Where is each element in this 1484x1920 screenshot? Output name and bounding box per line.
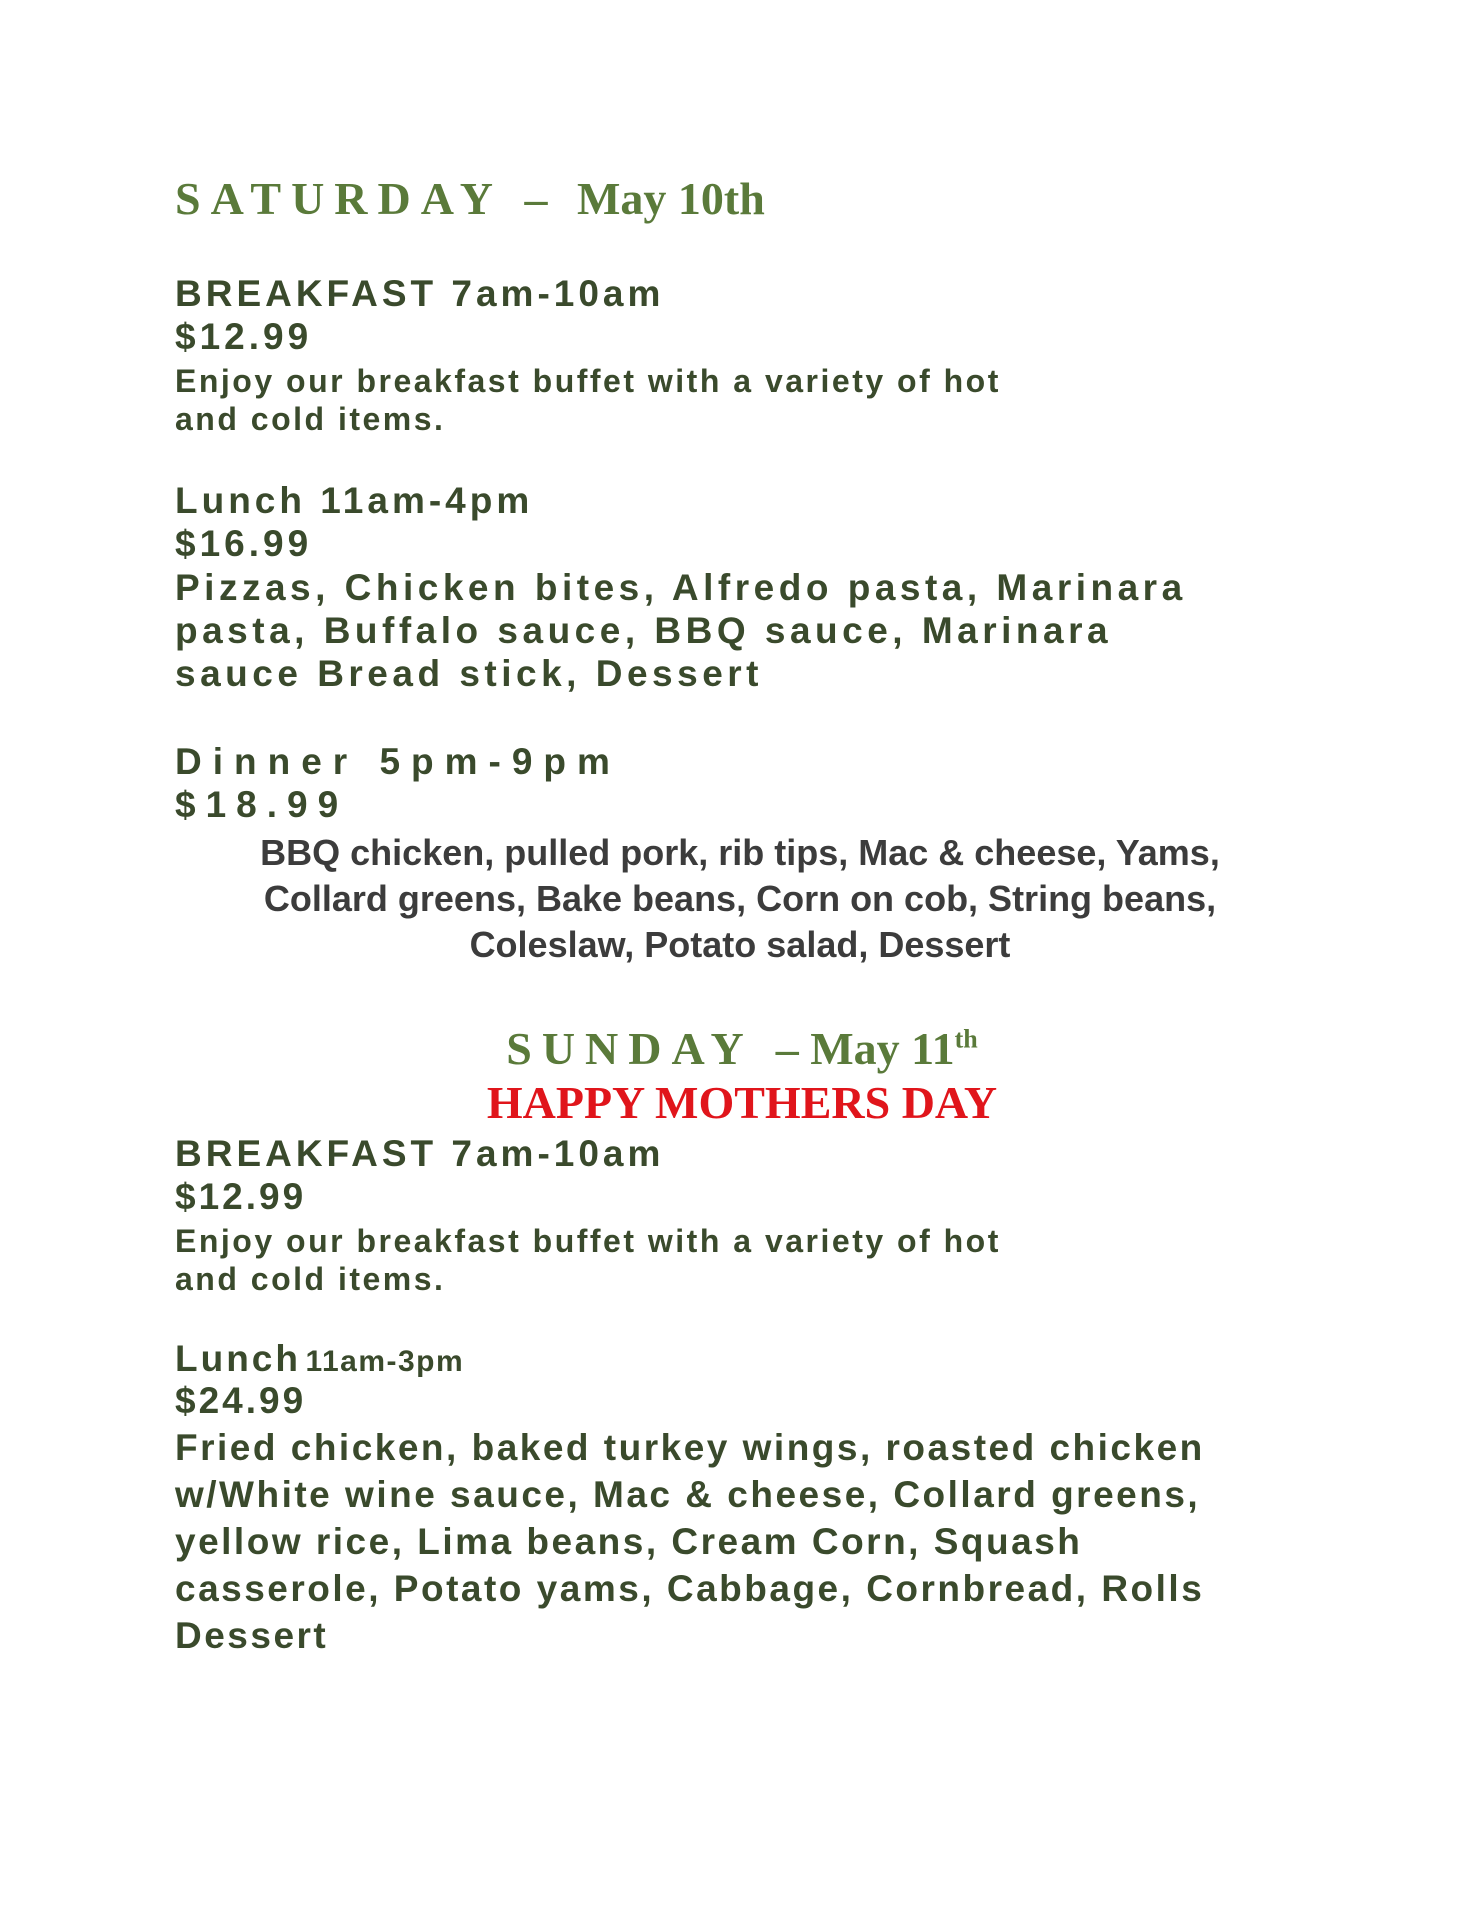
description-line: sauce Bread stick, Dessert	[175, 653, 763, 694]
description-line: Coleslaw, Potato salad, Dessert	[469, 924, 1011, 965]
sunday-lunch-hours: 11am-3pm	[305, 1345, 465, 1378]
saturday-dinner-description	[175, 830, 1305, 968]
sunday-date: – May 11	[775, 1023, 955, 1074]
description-line: Enjoy our breakfast buffet with a variety of hot	[175, 363, 1001, 399]
sunday-lunch-price: $24.99	[175, 1380, 307, 1421]
description-line: Dessert	[175, 1615, 329, 1656]
saturday-dash: –	[524, 173, 548, 224]
description-line: Collard greens, Bake beans, Corn on cob, String beans,	[263, 878, 1217, 919]
sunday-heading	[0, 1022, 1484, 1075]
description-line: Fried chicken, baked turkey wings, roasted chicken	[175, 1427, 1205, 1468]
sunday-lunch-label: Lunch	[175, 1338, 301, 1379]
saturday-breakfast-description	[175, 362, 1001, 438]
sunday-breakfast-price: $12.99	[175, 1176, 307, 1217]
sunday-breakfast-title: BREAKFAST 7am-10am	[175, 1133, 665, 1174]
saturday-date: May 10th	[576, 173, 765, 224]
saturday-lunch-title: Lunch 11am-4pm	[175, 480, 534, 521]
description-line: BBQ chicken, pulled pork, rib tips, Mac & cheese, Yams,	[260, 832, 1220, 873]
sunday-date-suffix: th	[954, 1024, 978, 1054]
sunday-lunch-title	[175, 1338, 464, 1380]
saturday-dinner-price: $18.99	[175, 784, 349, 825]
saturday-day-name: SATURDAY	[175, 173, 503, 224]
description-line: and cold items.	[175, 401, 446, 437]
description-line: casserole, Potato yams, Cabbage, Cornbread, Rolls	[175, 1568, 1205, 1609]
saturday-dinner-title: Dinner 5pm-9pm	[175, 741, 621, 782]
description-line: yellow rice, Lima beans, Cream Corn, Squash	[175, 1521, 1083, 1562]
description-line: w/White wine sauce, Mac & cheese, Collard greens,	[175, 1474, 1201, 1515]
mothers-day-banner: HAPPY MOTHERS DAY	[486, 1077, 998, 1128]
description-line: Enjoy our breakfast buffet with a variety of hot	[175, 1223, 1001, 1259]
saturday-heading	[175, 172, 765, 225]
saturday-breakfast-price: $12.99	[175, 316, 313, 357]
saturday-lunch-price: $16.99	[175, 523, 313, 564]
saturday-breakfast-title: BREAKFAST 7am-10am	[175, 273, 665, 314]
sunday-breakfast-description	[175, 1222, 1001, 1298]
description-line: pasta, Buffalo sauce, BBQ sauce, Marinara	[175, 610, 1113, 651]
sunday-day-name: SUNDAY	[506, 1023, 754, 1074]
description-line: and cold items.	[175, 1261, 446, 1297]
saturday-lunch-description	[175, 566, 1187, 695]
sunday-lunch-description	[175, 1424, 1205, 1659]
description-line: Pizzas, Chicken bites, Alfredo pasta, Marinara	[175, 567, 1187, 608]
